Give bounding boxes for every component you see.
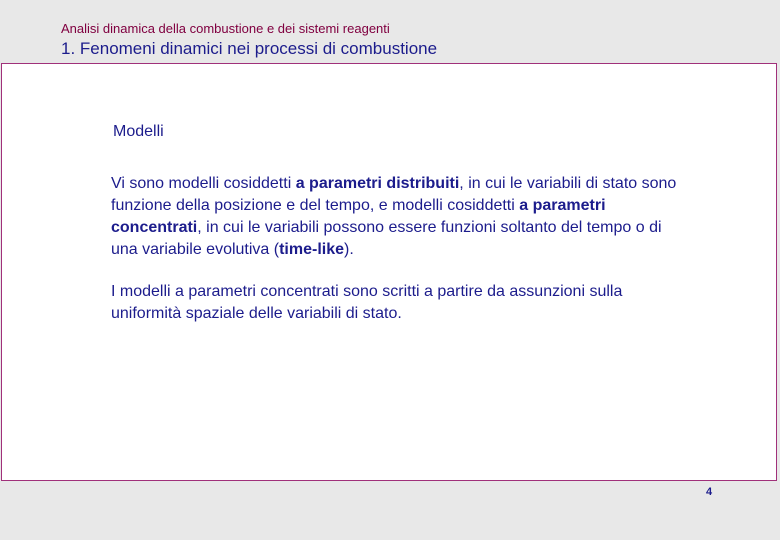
bold-term-distributed: a parametri distribuiti bbox=[295, 175, 460, 192]
text-run: , in cui le variabili di stato sono funzione della posizione e del tempo, e modelli cosiddetti bbox=[111, 175, 677, 214]
text-run: ). bbox=[344, 241, 354, 258]
bold-term-time-like: time-like bbox=[279, 241, 345, 258]
text-run: , in cui le variabili possono essere funzioni soltanto del tempo o di una variabile evolutiva ( bbox=[111, 219, 662, 258]
bold-term-concentrated: a parametri concentrati bbox=[111, 197, 606, 236]
page-number: 4 bbox=[706, 486, 713, 498]
paragraph-models-definition bbox=[111, 173, 691, 261]
text-run: Vi sono modelli cosiddetti bbox=[111, 175, 296, 192]
section-heading: Modelli bbox=[113, 123, 164, 140]
paragraph-concentrated-models: I modelli a parametri concentrati sono scritti a partire da assunzioni sulla uniformità spaziale delle variabili di stato. bbox=[111, 283, 623, 322]
header-subtitle: Analisi dinamica della combustione e dei sistemi reagenti bbox=[61, 21, 390, 36]
slide-title: 1. Fenomeni dinamici nei processi di combustione bbox=[61, 39, 438, 58]
